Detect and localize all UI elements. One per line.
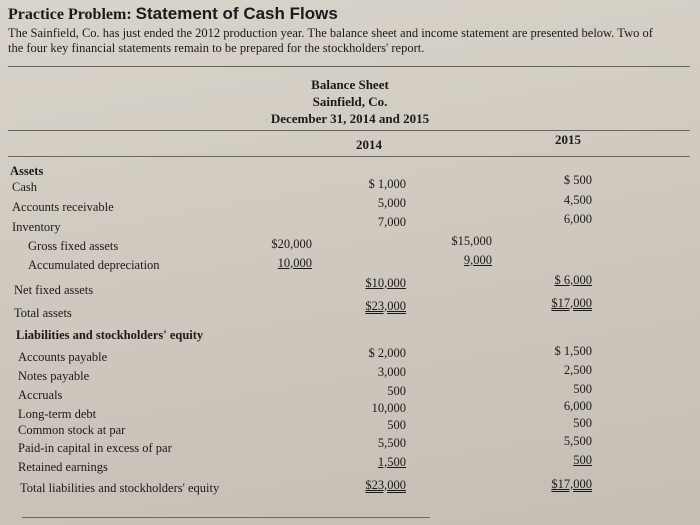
cell-accruals-2015: 500 (573, 382, 592, 396)
cell-ap-2015: $ 1,500 (554, 344, 592, 358)
balance-sheet-title: Balance Sheet (311, 77, 389, 92)
header-rule-bottom (8, 156, 690, 157)
cell-cash-2015: $ 500 (563, 173, 592, 187)
cell-gfa-2014: $20,000 (271, 237, 312, 251)
cell-cash-2014: $ 1,000 (368, 177, 406, 191)
section-liabilities-equity: Liabilities and stockholders' equity (16, 328, 204, 342)
cell-ar-2015: 4,500 (563, 193, 592, 207)
cell-total-assets-2015: $17,000 (551, 296, 592, 310)
cell-total-le-2015: $17,000 (551, 477, 592, 491)
row-label-ar: Accounts receivable (12, 200, 114, 214)
column-header-2014: 2014 (356, 137, 382, 152)
divider (8, 66, 690, 67)
cell-np-2015: 2,500 (563, 363, 592, 377)
cell-cs-2015: 500 (573, 416, 592, 430)
cell-re-2015: 500 (573, 453, 592, 467)
cell-total-le-2014: $23,000 (365, 478, 406, 492)
header-rule-top (8, 130, 690, 131)
row-label-accounts-payable: Accounts payable (18, 350, 108, 364)
cell-ltd-2015: 6,000 (563, 399, 592, 413)
cell-ap-2014: $ 2,000 (368, 346, 406, 360)
row-label-retained-earnings: Retained earnings (18, 460, 108, 474)
cell-pic-2015: 5,500 (563, 434, 592, 448)
cell-re-2014: 1,500 (377, 455, 406, 469)
section-assets: Assets (10, 164, 44, 178)
cell-pic-2014: 5,500 (377, 436, 406, 450)
cell-np-2014: 3,000 (377, 365, 406, 379)
title-prefix: Practice Problem: (8, 6, 132, 23)
row-label-cash: Cash (12, 180, 37, 194)
cell-nfa-2015: $ 6,000 (554, 273, 592, 287)
row-label-inventory: Inventory (12, 220, 61, 234)
cell-inventory-2014: 7,000 (377, 215, 406, 229)
intro-paragraph: The Sainfield, Co. has just ended the 2012 production year. The balance sheet and income statement are presented below. Two of the four key financial statements remain to be prepared for the stockholders' report. (8, 26, 653, 55)
cell-total-assets-2014: $23,000 (365, 299, 406, 313)
row-label-total-assets: Total assets (14, 306, 72, 320)
balance-sheet-date: December 31, 2014 and 2015 (270, 111, 430, 126)
bottom-rule (22, 517, 430, 518)
cell-cs-2014: 500 (387, 418, 406, 432)
cell-accdep-2015: 9,000 (463, 253, 492, 267)
row-label-gross-fixed-assets: Gross fixed assets (28, 239, 119, 253)
cell-accruals-2014: 500 (387, 384, 406, 398)
row-label-accumulated-depreciation: Accumulated depreciation (28, 258, 160, 272)
cell-ar-2014: 5,000 (377, 196, 406, 210)
cell-nfa-2014: $10,000 (365, 276, 406, 290)
row-label-total-liabilities-equity: Total liabilities and stockholders' equity (20, 481, 220, 495)
page-title (8, 4, 338, 24)
row-label-net-fixed-assets: Net fixed assets (14, 283, 94, 297)
balance-sheet-company: Sainfield, Co. (312, 94, 388, 109)
row-label-long-term-debt: Long-term debt (18, 407, 97, 421)
column-header-2015: 2015 (555, 132, 581, 147)
cell-gfa-2015: $15,000 (451, 234, 492, 248)
row-label-common-stock: Common stock at par (18, 423, 126, 437)
cell-accdep-2014: 10,000 (277, 256, 312, 270)
row-label-accruals: Accruals (18, 388, 63, 402)
cell-inventory-2015: 6,000 (563, 212, 592, 226)
row-label-notes-payable: Notes payable (18, 369, 90, 383)
cell-ltd-2014: 10,000 (371, 401, 406, 415)
row-label-paid-in-capital: Paid-in capital in excess of par (18, 441, 172, 455)
title-main: Statement of Cash Flows (135, 4, 338, 23)
